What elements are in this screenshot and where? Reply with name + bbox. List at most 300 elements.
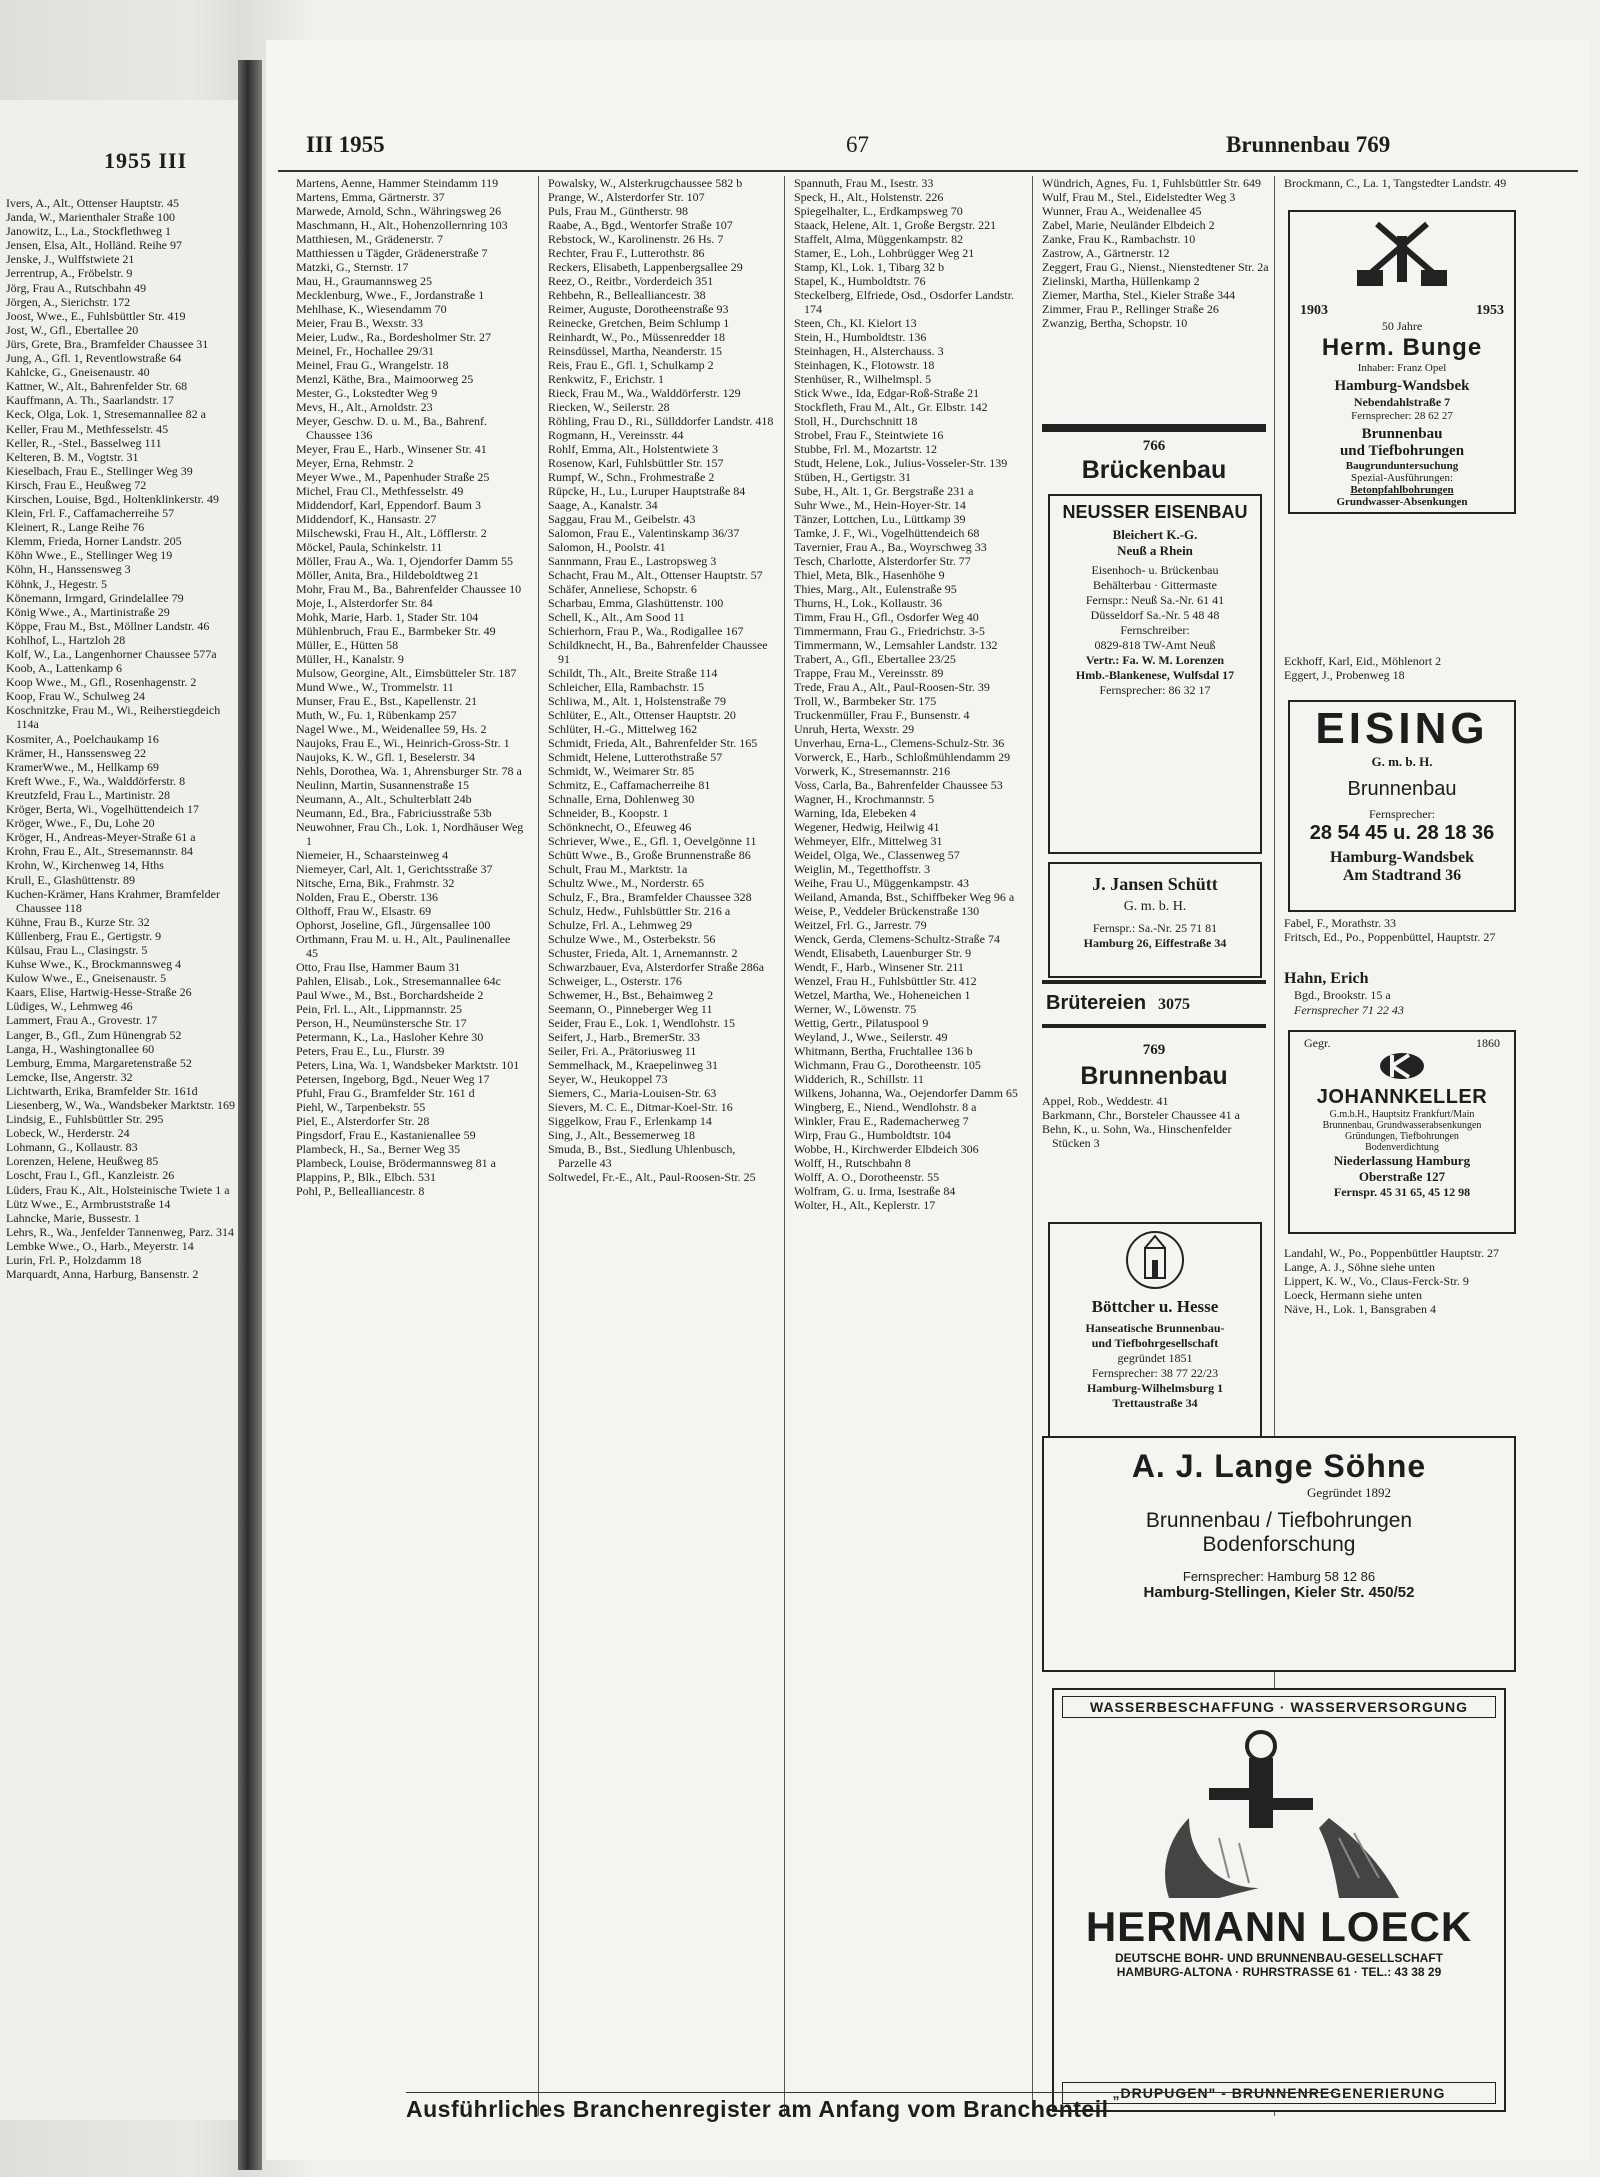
directory-entry: Mevs, H., Alt., Arnoldstr. 23 [296,400,433,414]
directory-entry: Krohn, W., Kirchenweg 14, Hths [6,858,164,873]
directory-entry: Jürs, Grete, Bra., Bramfelder Chaussee 31 [6,336,209,351]
directory-entry: Schleicher, Ella, Rambachstr. 15 [548,680,705,694]
directory-entry: Klein, Frl. F., Caffamacherreihe 57 [6,506,175,521]
directory-entry: Suhr Wwe., M., Hein-Hoyer-Str. 14 [794,498,966,512]
directory-entry: Stamer, E., Loh., Lohbrügger Weg 21 [794,246,975,260]
ad-neusser-name: NEUSSER EISENBAU [1062,502,1248,522]
directory-entry: Köhn Wwe., E., Stellinger Weg 19 [6,548,173,563]
directory-entry: Saggau, Frau M., Geibelstr. 43 [548,512,696,526]
directory-entry: Reinsdüssel, Martha, Neanderstr. 15 [548,344,722,358]
directory-entry: Rosenow, Karl, Fuhlsbüttler Str. 157 [548,456,724,470]
directory-entry: Lindsig, E., Fuhlsbüttler Str. 295 [6,1112,164,1127]
directory-entry: Kulow Wwe., E., Gneisenaustr. 5 [6,971,167,986]
ad-eising-street: Am Stadtrand 36 [1342,867,1462,884]
directory-entry: Rebstock, W., Karolinenstr. 26 Hs. 7 [548,232,724,246]
directory-entry: Müller, E., Hütten 58 [296,638,399,652]
directory-entry: Liesenberg, W., Wa., Wandsbeker Marktstr. 169 [6,1098,236,1112]
directory-entry: Scharbau, Emma, Glashüttenstr. 100 [548,596,724,610]
directory-entry: Loeck, Hermann siehe unten [1284,1288,1422,1302]
directory-entry: Stüben, H., Gertigstr. 31 [794,470,911,484]
directory-entry: Milschewski, Frau H., Alt., Löfflerstr. 2 [296,526,487,540]
directory-entry: Weihe, Frau U., Müggenkampstr. 43 [794,876,970,890]
directory-entry: Reinhardt, W., Po., Müssenredder 18 [548,330,725,344]
directory-entry: Timmermann, Frau G., Friedrichstr. 3-5 [794,624,985,638]
directory-entry: Janda, W., Marienthaler Straße 100 [6,210,175,225]
directory-entry: Wehmeyer, Elfr., Mittelweg 31 [794,834,943,848]
directory-entry: Piel, E., Alsterdorfer Str. 28 [296,1114,430,1128]
left-page-column [6,196,238,2096]
directory-entry: Timm, Frau H., Gfl., Osdorfer Weg 40 [794,610,979,624]
ad-loeck-top: WASSERBESCHAFFUNG · WASSERVERSORGUNG [1062,1696,1496,1718]
directory-entry: Studt, Helene, Lok., Julius-Vosseler-Str. 139 [794,456,1008,470]
left-page-header: 1955 III [104,148,188,173]
directory-entry: Neumann, A., Alt., Schulterblatt 24b [296,792,472,806]
directory-entry: Meier, Frau B., Wexstr. 33 [296,316,423,330]
directory-entry: Kohlhof, L., Hartzloh 28 [6,632,126,647]
section-bruetereien [1046,992,1270,1015]
ad-boettcher-name: Böttcher u. Hesse [1091,1297,1219,1316]
directory-entry: Vorwerck, E., Harb., Schloßmühlendamm 29 [794,750,1011,764]
directory-entry: Schell, K., Alt., Am Sood 11 [548,610,685,624]
directory-entry: Kaars, Elise, Hartwig-Hesse-Straße 26 [6,985,192,1000]
directory-entry: Kahlcke, G., Gneisenaustr. 40 [6,365,150,380]
section-number-769: 769 [1142,1042,1166,1058]
directory-entry: Schönknecht, O., Efeuweg 46 [548,820,692,834]
section-title-brunnenbau: Brunnenbau [1080,1062,1228,1090]
directory-entry: Joost, Wwe., E., Fuhlsbüttler Str. 419 [6,308,186,323]
directory-entry: Müller, H., Kanalstr. 9 [296,652,404,666]
directory-entry: Loscht, Frau I., Gfl., Kanzleistr. 26 [6,1168,175,1183]
directory-entry: Zastrow, A., Gärtnerstr. 12 [1042,246,1170,260]
section-title-brueckenbau: Brückenbau [1081,456,1227,484]
right-page [266,40,1590,2160]
directory-entry: Koop Wwe., M., Gfl., Rosenhagenstr. 2 [6,675,197,690]
directory-entry: Weyland, J., Wwe., Seilerstr. 49 [794,1030,948,1044]
directory-entry: Sannmann, Frau E., Lastropsweg 3 [548,554,717,568]
directory-entry: Meyer, Erna, Rehmstr. 2 [296,456,414,470]
ad-boettcher-hesse [1048,1222,1262,1462]
directory-entry: Zimmer, Frau P., Rellinger Straße 26 [1042,302,1219,316]
directory-entry: Sievers, M. C. E., Ditmar-Koel-Str. 16 [548,1100,733,1114]
ad-neusser-line: Behälterbau · Gittermaste [1093,578,1217,592]
directory-entry: Könemann, Irmgard, Grindelallee 79 [6,590,184,605]
column-divider [784,176,785,2116]
ad-eising-phone-label: Fernsprecher: [1369,807,1435,821]
directory-entry: Schulz, Hedw., Fuhlsbüttler Str. 216 a [548,904,731,918]
directory-entry: Naujoks, K. W., Gfl. 1, Beselerstr. 34 [296,750,475,764]
ad-jansen-address: Hamburg 26, Eiffestraße 34 [1083,936,1227,950]
directory-entry: Schneider, B., Koopstr. 1 [548,806,669,820]
ad-hermann-loeck [1052,1688,1506,2112]
listing-column-2 [548,176,776,2076]
directory-entry: Wetzel, Martha, We., Hoheneichen 1 [794,988,971,1002]
directory-entry: Reimer, Auguste, Dorotheenstraße 93 [548,302,729,316]
ad-neusser-line: Eisenhoch- u. Brückenbau [1091,563,1219,577]
ad-lange-founded: Gegründet 1892 [1306,1485,1392,1500]
book-gutter [238,60,262,2170]
directory-entry: Neumann, Ed., Bra., Fabriciusstraße 53b [296,806,492,820]
directory-entry: Salomon, H., Poolstr. 41 [548,540,666,554]
directory-entry: Muth, W., Fu. 1, Rübenkamp 257 [296,708,457,722]
directory-entry: Ivers, A., Alt., Ottenser Hauptstr. 45 [6,196,179,210]
directory-entry: Nagel Wwe., M., Weidenallee 59, Hs. 2 [296,722,487,736]
directory-entry: Meyer Wwe., M., Papenhuder Straße 25 [296,470,490,484]
directory-entry: Siggelkow, Frau F., Erlenkamp 14 [548,1114,712,1128]
directory-entry: Seemann, O., Pinneberger Weg 11 [548,1002,713,1016]
ad-bunge-city: Hamburg-Wandsbek [1334,378,1470,394]
directory-entry: Kreft Wwe., F., Wa., Walddörferstr. 8 [6,773,186,788]
column-divider [538,176,539,2116]
directory-entry: Martens, Emma, Gärtnerstr. 37 [296,190,445,204]
ad-bunge-years [1290,303,1514,319]
directory-entry: Winkler, Frau E., Rademacherweg 7 [794,1114,969,1128]
directory-entry: Truckenmüller, Frau F., Bunsenstr. 4 [794,708,970,722]
directory-entry: Matthiesen, M., Grädenerstr. 7 [296,232,443,246]
directory-entry: Troll, W., Barmbeker Str. 175 [794,694,937,708]
ad-herm-bunge [1288,210,1516,514]
footer-rule [406,2092,1336,2093]
directory-entry: Niemeier, H., Schaarsteinweg 4 [296,848,449,862]
directory-entry: Wündrich, Agnes, Fu. 1, Fuhlsbüttler Str. 649 [1042,176,1261,190]
directory-entry: Orthmann, Frau M. u. H., Alt., Paulinenallee 45 [296,932,511,960]
directory-entry: Unruh, Herta, Wexstr. 29 [794,722,915,736]
directory-entry: Köhn, H., Hanssensweg 3 [6,562,131,577]
entry-hahn [1284,970,1512,1018]
water-pump-icon [1149,1728,1409,1898]
directory-entry: Reis, Frau E., Gfl. 1, Schulkamp 2 [548,358,714,372]
directory-entry: Kröger, Wwe., F., Du, Lohe 20 [6,816,155,831]
directory-entry: Jörg, Frau A., Rutschbahn 49 [6,280,147,295]
directory-entry: Prange, W., Alsterdorfer Str. 107 [548,190,705,204]
directory-entry: Röhling, Frau D., Ri., Süllddorfer Landstr. 418 [548,414,774,428]
directory-entry: Küllenberg, Frau E., Gertigstr. 9 [6,928,162,943]
directory-entry: Weise, P., Veddeler Brückenstraße 130 [794,904,980,918]
directory-entry: Mecklenburg, Wwe., F., Jordanstraße 1 [296,288,485,302]
ad-bunge-line: Betonpfahlbohrungen [1350,484,1454,496]
directory-entry: Keck, Olga, Lok. 1, Stresemannallee 82 a [6,407,206,422]
directory-entry: Stick Wwe., Ida, Edgar-Roß-Straße 21 [794,386,980,400]
directory-entry: Lobeck, W., Herderstr. 24 [6,1126,130,1141]
directory-entry: Zielinski, Martha, Hüllenkamp 2 [1042,274,1200,288]
directory-entry: Middendorf, K., Hansastr. 27 [296,512,437,526]
directory-entry: Rechter, Frau F., Lutterothstr. 86 [548,246,705,260]
directory-entry: Matthiessen u Tägder, Grädenerstraße 7 [296,246,488,260]
directory-entry: Tesch, Charlotte, Alsterdorfer Str. 77 [794,554,971,568]
directory-entry: Weiland, Amanda, Bst., Schiffbeker Weg 96 a [794,890,1015,904]
directory-entry: Barkmann, Chr., Borsteler Chaussee 41 a [1042,1108,1240,1122]
ad-boettcher-line: Hanseatische Brunnenbau- [1085,1321,1225,1335]
directory-entry: Lahncke, Marie, Bussestr. 1 [6,1210,140,1225]
directory-entry: Seifert, J., Harb., BremerStr. 33 [548,1030,700,1044]
ad-eising [1288,700,1516,912]
directory-entry: Rogmann, H., Vereinsstr. 44 [548,428,684,442]
ad-johannkeller-name: JOHANNKELLER [1316,1086,1488,1108]
directory-entry: Plambeck, Louise, Brödermannsweg 81 a [296,1156,496,1170]
directory-entry: Rüpcke, H., Lu., Luruper Hauptstraße 84 [548,484,746,498]
directory-entry: Siemers, C., Maria-Louisen-Str. 63 [548,1086,717,1100]
directory-entry: Paul Wwe., M., Bst., Borchardsheide 2 [296,988,484,1002]
ad-lange-phone: Fernsprecher: Hamburg 58 12 86 [1182,1569,1376,1584]
ad-johannkeller-line: Gründungen, Tiefbohrungen [1345,1131,1459,1142]
directory-entry: Lüdiges, W., Lehmweg 46 [6,999,133,1014]
directory-entry: Neuwohner, Frau Ch., Lok. 1, Nordhäuser Weg 1 [296,820,524,848]
directory-entry: Schwemer, H., Bst., Behaimweg 2 [548,988,714,1002]
ad-eising-city: Hamburg-Wandsbek [1329,849,1475,866]
directory-entry: Schacht, Frau M., Alt., Ottenser Hauptstr. 57 [548,568,763,582]
directory-entry: Vorwerk, K., Stresemannstr. 216 [794,764,951,778]
entry-hahn-name: Hahn, Erich [1284,970,1369,987]
directory-entry: Sube, H., Alt. 1, Gr. Bergstraße 231 a [794,484,974,498]
directory-entry: Thies, Marg., Alt., Eulenstraße 95 [794,582,957,596]
directory-entry: Schierhorn, Frau P., Wa., Rodigallee 167 [548,624,744,638]
directory-entry: Martens, Aenne, Hammer Steindamm 119 [296,176,499,190]
listing-column-1 [296,176,524,2076]
directory-entry: Plambeck, H., Sa., Berner Weg 35 [296,1142,461,1156]
directory-entry: Wirp, Frau G., Humboldtstr. 104 [794,1128,951,1142]
directory-entry: Mehlhase, K., Wiesendamm 70 [296,302,447,316]
directory-entry: Peters, Lina, Wa. 1, Wandsbeker Marktstr. 101 [296,1058,520,1072]
directory-entry: Tänzer, Lottchen, Lu., Lüttkamp 39 [794,512,966,526]
directory-entry: Matzki, G., Sternstr. 17 [296,260,409,274]
directory-entry: Menzl, Käthe, Bra., Maimoorweg 25 [296,372,474,386]
directory-entry: Werner, W., Löwenstr. 75 [794,1002,917,1016]
directory-entry: Widderich, R., Schillstr. 11 [794,1072,925,1086]
directory-entry: Staack, Helene, Alt. 1, Große Bergstr. 221 [794,218,997,232]
directory-entry: Krull, E., Glashüttenstr. 89 [6,872,135,887]
directory-entry: Pingsdorf, Frau E., Kastanienallee 59 [296,1128,476,1142]
section-rule [1042,1024,1266,1028]
directory-entry: Wolfram, G. u. Irma, Isestraße 84 [794,1184,956,1198]
ad-bunge-line: Grundwasser-Absenkungen [1336,496,1468,508]
listing-column-4 [1042,176,1270,416]
directory-entry: Schuster, Frieda, Alt. 1, Arnemannstr. 2 [548,946,738,960]
ad-johannkeller-line: Bodenverdichtung [1365,1142,1439,1153]
directory-entry: Mohr, Frau M., Ba., Bahrenfelder Chaussee 10 [296,582,522,596]
ad-johannkeller-line: Brunnenbau, Grundwasserabsenkungen [1322,1120,1482,1131]
directory-entry: Keller, Frau M., Methfesselstr. 45 [6,421,169,436]
listing-column-3 [794,176,1022,2076]
directory-entry: Wobbe, H., Kirchwerder Elbdeich 306 [794,1142,979,1156]
directory-entry: Speck, H., Alt., Holstenstr. 226 [794,190,944,204]
listing-column-5-c [1284,916,1512,966]
directory-entry: Mühlenbruch, Frau E., Barmbeker Str. 49 [296,624,496,638]
directory-entry: Pfuhl, Frau G., Bramfelder Str. 161 d [296,1086,475,1100]
ad-neusser-firm: Bleichert K.-G. [1112,527,1198,542]
directory-entry: Mau, H., Graumannsweg 25 [296,274,432,288]
directory-entry: Mester, G., Lokstedter Weg 9 [296,386,438,400]
directory-entry: KramerWwe., M., Hellkamp 69 [6,759,159,774]
directory-entry: Brockmann, C., La. 1, Tangstedter Landstr. 49 [1284,176,1507,190]
ad-bunge-anniversary: 50 Jahre [1381,319,1423,333]
directory-entry: Schäfer, Anneliese, Schopstr. 6 [548,582,697,596]
directory-entry: Koop, Frau W., Schulweg 24 [6,689,145,704]
directory-entry: Marquardt, Anna, Harburg, Bansenstr. 2 [6,1267,199,1282]
directory-entry: Schildknecht, H., Ba., Bahrenfelder Chaussee 91 [548,638,768,666]
directory-entry: Weidel, Olga, We., Classenweg 57 [794,848,960,862]
directory-entry: Steinhagen, H., Alsterchauss. 3 [794,344,944,358]
ad-neusser-place: Neuß a Rhein [1117,543,1193,558]
directory-entry: Stamp, Kl., Lok. 1, Tibarg 32 b [794,260,945,274]
ad-neusser-line: 0829-818 TW-Amt Neuß [1094,638,1216,652]
directory-entry: Krohn, Frau E., Alt., Stresemannstr. 84 [6,844,193,859]
directory-entry: Keller, R., -Stel., Basselweg 111 [6,435,162,450]
directory-entry: Voss, Carla, Ba., Bahrenfelder Chaussee 53 [794,778,1003,792]
ad-loeck-bottom: „DRUPUGEN" - BRUNNENREGENERIERUNG [1062,2082,1496,2104]
ad-bunge-line: Spezial-Ausführungen: [1350,472,1454,484]
directory-entry: Puls, Frau M., Güntherstr. 98 [548,204,689,218]
directory-entry: Kühne, Frau B., Kurze Str. 32 [6,914,150,929]
ad-boettcher-line: Hamburg-Wilhelmsburg 1 [1086,1381,1224,1395]
directory-entry: Schulze, Frl. A., Lehmweg 29 [548,918,692,932]
directory-entry: Köppe, Frau M., Bst., Möllner Landstr. 46 [6,618,210,633]
directory-entry: Meinel, Frau G., Wrangelstr. 18 [296,358,449,372]
directory-entry: Wegener, Hedwig, Heilwig 41 [794,820,940,834]
page-number: 67 [846,132,869,157]
directory-entry: Wagner, H., Krochmannstr. 5 [794,792,935,806]
directory-entry: Lemcke, Ilse, Angerstr. 32 [6,1069,133,1084]
directory-entry: Spannuth, Frau M., Isestr. 33 [794,176,934,190]
directory-entry: Niemeyer, Carl, Alt. 1, Gerichtsstraße 37 [296,862,493,876]
directory-entry: Peters, Frau E., Lu., Flurstr. 39 [296,1044,445,1058]
directory-entry: Eggert, J., Probenweg 18 [1284,668,1405,682]
directory-entry: Steen, Ch., Kl. Kielort 13 [794,316,917,330]
ad-neusser-line: Hmb.-Blankenese, Wulfsdal 17 [1075,668,1235,682]
ad-lange-name: A. J. Lange Söhne [1131,1448,1427,1484]
directory-entry: Spiegelhalter, L., Erdkampsweg 70 [794,204,963,218]
directory-entry: Meinel, Fr., Hochallee 29/31 [296,344,434,358]
directory-entry: Wolff, A. O., Dorotheenstr. 55 [794,1170,940,1184]
directory-entry: Schulz, F., Bra., Bramfelder Chaussee 328 [548,890,752,904]
directory-entry: Kröger, Berta, Wi., Vogelhüttendeich 17 [6,802,199,817]
ad-johannkeller [1288,1030,1516,1234]
directory-entry: Kirsch, Frau E., Heußweg 72 [6,477,147,492]
directory-entry: Schultz Wwe., M., Norderstr. 65 [548,876,705,890]
directory-entry: Stoll, H., Durchschnitt 18 [794,414,918,428]
directory-entry: Fabel, F., Morathstr. 33 [1284,916,1397,930]
directory-entry: Plappins, P., Blk., Elbch. 531 [296,1170,437,1184]
ad-boettcher-line: Trettaustraße 34 [1112,1396,1198,1410]
footer-note: Ausführliches Branchenregister am Anfang vom Branchenteil [406,2096,1109,2122]
ad-neusser-line: Vertr.: Fa. W. M. Lorenzen [1085,653,1225,667]
directory-entry: Meyer, Frau E., Harb., Winsener Str. 41 [296,442,487,456]
directory-entry: Whitmann, Bertha, Fruchtallee 136 b [794,1044,973,1058]
ad-neusser-line: Fernsprecher: 86 32 17 [1099,683,1211,697]
directory-entry: Lehrs, R., Wa., Jenfelder Tannenweg, Parz. 314 [6,1224,235,1239]
directory-entry: Zanke, Frau K., Rambachstr. 10 [1042,232,1196,246]
ad-loeck-line: DEUTSCHE BOHR- UND BRUNNENBAU-GESELLSCHAFT [1115,1951,1443,1965]
directory-entry: Zwanzig, Bertha, Schopstr. 10 [1042,316,1188,330]
directory-entry: Steckelberg, Elfriede, Osd., Osdorfer Landstr. 174 [794,288,1015,316]
directory-entry: Krämer, H., Hanssensweg 22 [6,745,147,760]
section-rule [1042,424,1266,432]
ad-lange-line: Brunnenbau / Tiefbohrungen [1145,1509,1413,1532]
directory-entry: Mohk, Marie, Harb. 1, Stader Str. 104 [296,610,479,624]
directory-entry: Jost, W., Gfl., Ebertallee 20 [6,322,139,337]
directory-entry: Mund Wwe., W., Trommelstr. 11 [296,680,454,694]
directory-entry: Wettig, Gertr., Pilatuspool 9 [794,1016,929,1030]
directory-entry: Soltwedel, Fr.-E., Alt., Paul-Roosen-Str. 25 [548,1170,756,1184]
page-header-right: Brunnenbau 769 [1226,132,1391,157]
directory-entry: Rumpf, W., Schn., Frohmestraße 2 [548,470,715,484]
directory-entry: Person, H., Neumünstersche Str. 17 [296,1016,467,1030]
directory-entry: Strobel, Frau F., Steintwiete 16 [794,428,944,442]
directory-entry: Schütt Wwe., B., Große Brunnenstraße 86 [548,848,751,862]
directory-entry: Trabert, A., Gfl., Ebertallee 23/25 [794,652,956,666]
directory-entry: Kattner, W., Alt., Bahrenfelder Str. 68 [6,379,188,394]
directory-entry: Lippert, K. W., Vo., Claus-Ferck-Str. 9 [1284,1274,1469,1288]
page-header-left: III 1955 [306,132,385,157]
section-number-3075: 3075 [1158,996,1191,1013]
directory-entry: Staffelt, Alma, Müggenkampstr. 82 [794,232,964,246]
directory-entry: Weiglin, M., Tegetthoffstr. 3 [794,862,931,876]
left-page [0,100,238,2120]
directory-entry: Schweiger, L., Osterstr. 176 [548,974,682,988]
directory-entry: Wenzel, Frau H., Fuhlsbüttler Str. 412 [794,974,977,988]
ad-lange-address: Hamburg-Stellingen, Kieler Str. 450/52 [1143,1584,1415,1601]
ad-neusser-line: Fernschreiber: [1120,623,1190,637]
ad-neusser-line: Düsseldorf Sa.-Nr. 5 48 48 [1090,608,1220,622]
directory-entry: Möller, Anita, Bra., Hildeboldtweg 21 [296,568,479,582]
directory-entry: Marwede, Arnold, Schn., Währingsweg 26 [296,204,502,218]
directory-entry: Jung, A., Gfl. 1, Reventlowstraße 64 [6,351,182,366]
directory-entry: Kuchen-Krämer, Hans Krahmer, Bramfelder Chaussee 118 [6,886,220,915]
section-title-bruetereien: Brütereien [1046,992,1147,1014]
directory-entry: Möckel, Paula, Schinkelstr. 11 [296,540,443,554]
directory-entry: Wichmann, Frau G., Dorotheenstr. 105 [794,1058,981,1072]
directory-entry: Wendt, F., Harb., Winsener Str. 211 [794,960,964,974]
directory-entry: Reez, O., Reitbr., Vorderdeich 351 [548,274,714,288]
directory-entry: Wingberg, E., Niend., Wendlohstr. 8 a [794,1100,977,1114]
directory-entry: Ophorst, Joseline, Gfl., Jürgensallee 100 [296,918,491,932]
directory-entry: Schmitz, E., Caffamacherreihe 81 [548,778,711,792]
directory-entry: Jenske, J., Wulffstwiete 21 [6,252,135,267]
directory-entry: Lorenzen, Helene, Heußweg 85 [6,1154,159,1169]
ad-bunge-year-1: 1903 [1300,303,1328,318]
directory-entry: Wolter, H., Alt., Keplerstr. 17 [794,1198,936,1212]
directory-entry: Salomon, Frau E., Valentinskamp 36/37 [548,526,740,540]
directory-entry: Thurns, H., Lok., Kollaustr. 36 [794,596,942,610]
directory-entry: Kauffmann, A. Th., Saarlandstr. 17 [6,393,174,408]
directory-entry: Lemburg, Emma, Margaretenstraße 52 [6,1055,192,1070]
directory-entry: Zabel, Marie, Neuländer Elbdeich 2 [1042,218,1215,232]
directory-entry: Jensen, Elsa, Alt., Holländ. Reihe 97 [6,238,182,253]
directory-entry: Seyer, W., Heukoppel 73 [548,1072,668,1086]
directory-entry: Lichtwarth, Erika, Bramfelder Str. 161d [6,1083,198,1098]
directory-entry: Pein, Frl. L., Alt., Lippmannstr. 25 [296,1002,463,1016]
directory-entry: Lurin, Frl. P., Holzdamm 18 [6,1253,142,1268]
ad-johannkeller-gegr [1290,1032,1514,1051]
directory-entry: Smuda, B., Bst., Siedlung Uhlenbusch, Parzelle 43 [548,1142,736,1170]
directory-entry: Appel, Rob., Weddestr. 41 [1042,1094,1169,1108]
ad-jansen-name: J. Jansen Schütt [1092,874,1218,894]
directory-entry: Seider, Frau E., Lok. 1, Wendlohstr. 15 [548,1016,735,1030]
directory-entry: Schulze Wwe., M., Osterbekstr. 56 [548,932,716,946]
directory-entry: Näve, H., Lok. 1, Bansgraben 4 [1284,1302,1436,1316]
directory-entry: Weitzel, Frl. G., Jarrestr. 79 [794,918,927,932]
ad-johannkeller-line: Fernspr. 45 31 65, 45 12 98 [1333,1185,1471,1199]
directory-entry: Kelteren, B. M., Vogtstr. 31 [6,449,139,464]
directory-entry: Lammert, Frau A., Grovestr. 17 [6,1013,158,1028]
listing-column-5-d [1284,1246,1512,1376]
directory-entry: Stenhüser, R., Wilhelmspl. 5 [794,372,932,386]
directory-entry: Jerrentrup, A., Fröbelstr. 9 [6,266,133,281]
ad-bunge-line: Baugrunduntersuchung [1345,460,1459,472]
directory-entry: Schlüter, H.-G., Mittelweg 162 [548,722,698,736]
directory-entry: Pahlen, Elisab., Lok., Stresemannallee 64c [296,974,501,988]
directory-entry: Kuhse Wwe., K., Brockmannsweg 4 [6,957,182,972]
directory-entry: Pohl, P., Bellealliancestr. 8 [296,1184,425,1198]
directory-entry: Tavernier, Frau A., Ba., Woyrschweg 33 [794,540,987,554]
